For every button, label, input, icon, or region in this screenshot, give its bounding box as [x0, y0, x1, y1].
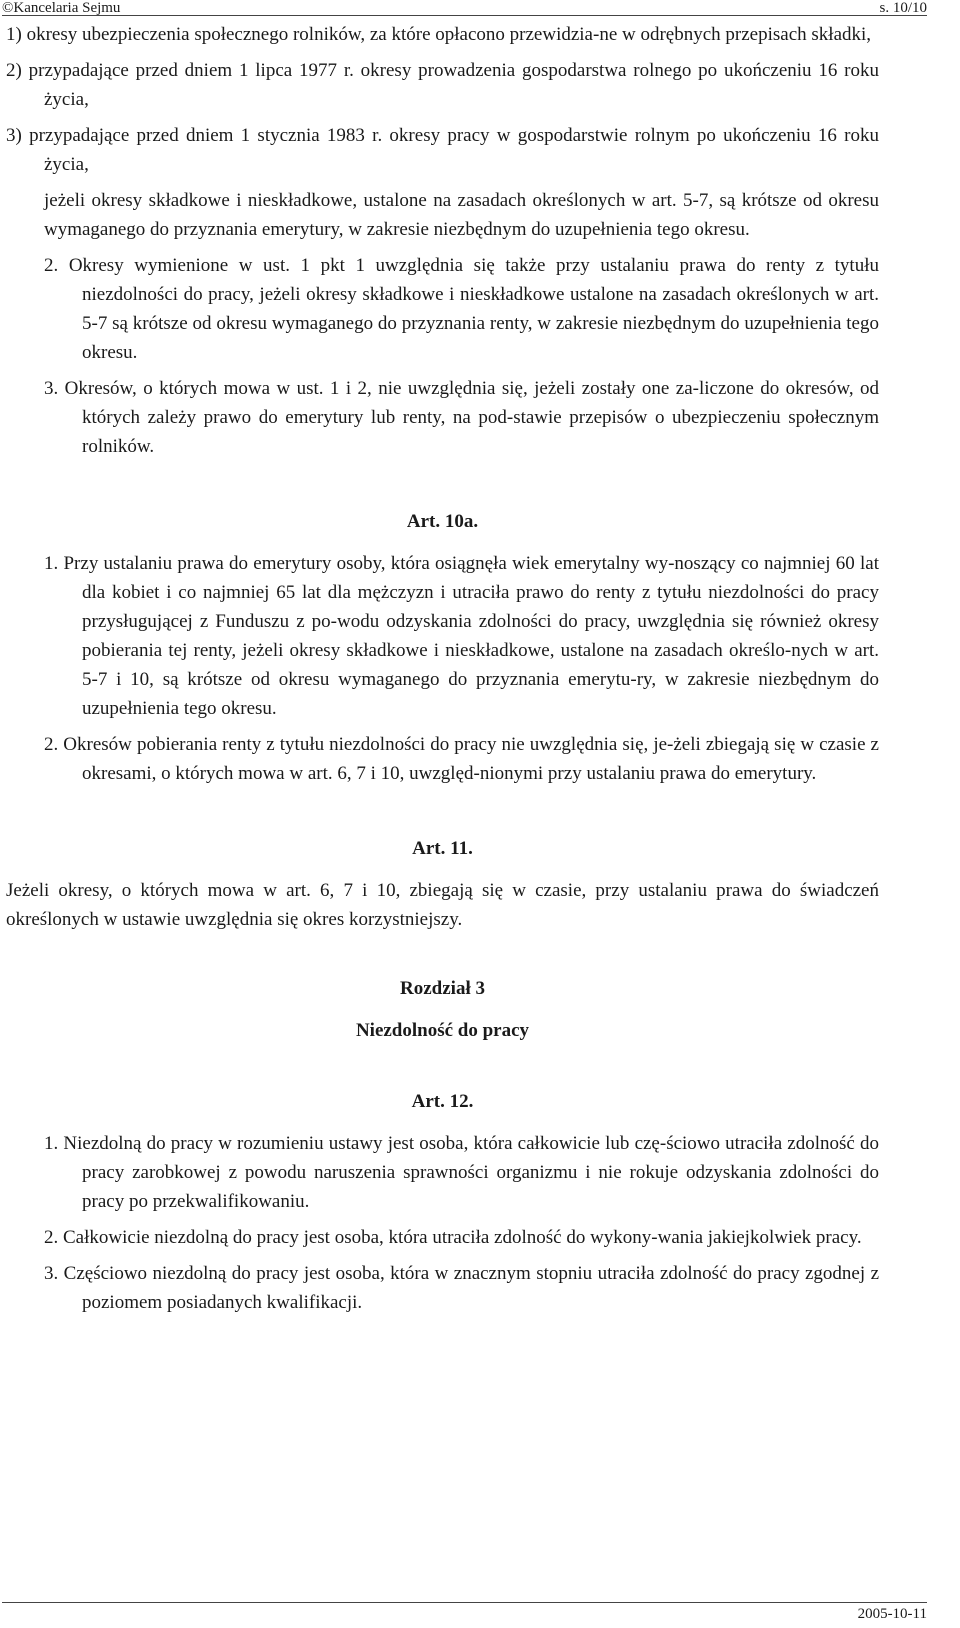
- article-10a-paragraph-1: 1. Przy ustalaniu prawa do emerytury osoby, która osiągnęła wiek emerytalny wy-noszący co najmniej 60 lat dla kobiet i co najmniej 65 lat dla mężczyzn i utraciła prawo do renty z tytułu niezdolności do pracy przysługującej z Funduszu z po-wodu odzyskania zdolności do pracy, uwzględnia się również okresy pobierania tej renty, jeżeli okresy składkowe i nieskładkowe, ustalone na zasadach określo-nych w art. 5-7 i 10, są krótsze od okresu wymaganego do przyznania emerytu-ry, w zakresie niezbędnym do uzupełnienia tego okresu.: [44, 553, 879, 719]
- list-item-1: 1) okresy ubezpieczenia społecznego rolników, za które opłacono przewidzia-ne w odrębnych przepisach składki,: [6, 24, 872, 45]
- footer-date: 2005-10-11: [857, 1606, 927, 1622]
- list-item-2: 2) przypadające przed dniem 1 lipca 1977 r. okresy prowadzenia gospodarstwa rolnego po ukończeniu 16 roku życia,: [6, 60, 879, 110]
- article-12-paragraph-2: 2. Całkowicie niezdolną do pracy jest osoba, która utraciła zdolność do wykony-wania jakiejkolwiek pracy.: [44, 1227, 862, 1248]
- article-12-title: Art. 12.: [411, 1091, 474, 1112]
- paragraph-3: 3. Okresów, o których mowa w ust. 1 i 2, nie uwzględnia się, jeżeli zostały one za-liczone do okresów, od których zależy prawo do emerytury lub renty, na pod-stawie przepisów o ubezpieczeniu społecznym rolników.: [44, 378, 879, 457]
- chapter-title: Rozdział 3: [400, 978, 485, 999]
- article-12-paragraph-1: 1. Niezdolną do pracy w rozumieniu ustawy jest osoba, która całkowicie lub czę-ściowo utraciła zdolność do pracy zarobkowej z powodu naruszenia sprawności organizmu i nie rokuje odzyskania zdolności do pracy po przekwalifikowaniu.: [44, 1133, 879, 1212]
- article-10a-title: Art. 10a.: [406, 511, 479, 532]
- chapter-subtitle: Niezdolność do pracy: [355, 1020, 530, 1041]
- page-footer: [0, 1602, 960, 1622]
- header-rule: [2, 15, 927, 16]
- continuation-paragraph: jeżeli okresy składkowe i nieskładkowe, ustalone na zasadach określonych w art. 5-7, są krótsze od okresu wymaganego do przyznania emerytury, w zakresie niezbędnym do uzupełnienia tego okresu.: [44, 190, 879, 240]
- document-body: [6, 20, 879, 1317]
- article-11-text: Jeżeli okresy, o których mowa w art. 6, 7 i 10, zbiegają się w czasie, przy ustalaniu prawa do świadczeń określonych w ustawie uwzględnia się okres korzystniejszy.: [6, 880, 879, 930]
- header-page-number: s. 10/10: [879, 0, 927, 16]
- article-10a-paragraph-2: 2. Okresów pobierania renty z tytułu niezdolności do pracy nie uwzględnia się, je-żeli zbiegają się w czasie z okresami, o których mowa w art. 6, 7 i 10, uwzględ-nionymi przy ustalaniu prawa do emerytury.: [44, 734, 879, 784]
- article-11-title: Art. 11.: [412, 838, 473, 859]
- footer-rule: [2, 1602, 927, 1603]
- paragraph-2: 2. Okresy wymienione w ust. 1 pkt 1 uwzględnia się także przy ustalaniu prawa do renty z tytułu niezdolności do pracy, jeżeli okresy składkowe i nieskładkowe ustalone na zasadach określonych w art. 5-7 są krótsze od okresu wymaganego do przyznania renty, w zakresie niezbędnym do uzupełnienia tego okresu.: [44, 255, 879, 363]
- list-item-3: 3) przypadające przed dniem 1 stycznia 1983 r. okresy pracy w gospodarstwie rolnym po ukończeniu 16 roku życia,: [6, 125, 879, 175]
- article-12-paragraph-3: 3. Częściowo niezdolną do pracy jest osoba, która w znacznym stopniu utraciła zdolność do pracy zgodnej z poziomem posiadanych kwalifikacji.: [44, 1263, 879, 1313]
- header-publisher: ©Kancelaria Sejmu: [2, 0, 121, 16]
- page-header: [0, 0, 960, 16]
